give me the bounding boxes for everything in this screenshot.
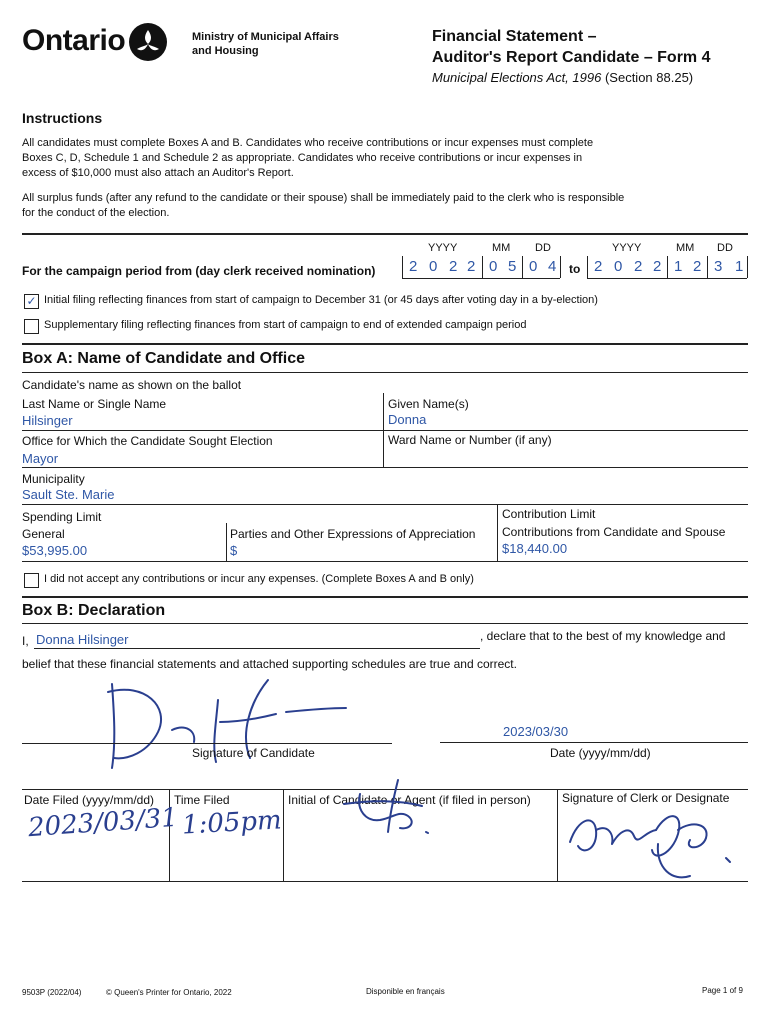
date-digit: 3 (714, 258, 723, 275)
supplementary-filing-label: Supplementary filing reflecting finances from start of campaign to end of extended campaign period (44, 319, 527, 331)
municipality-label: Municipality (22, 472, 85, 486)
belief-text: belief that these financial statements and attached supporting schedules are true and correct. (22, 657, 517, 671)
declaration-date-field[interactable]: 2023/03/30 (503, 724, 569, 739)
date-digit: 0 (614, 258, 623, 275)
form-title-line1: Financial Statement – (432, 28, 597, 45)
date-digit: 1 (674, 258, 683, 275)
box-b-heading: Box B: Declaration (22, 602, 166, 619)
divider (22, 467, 748, 468)
general-label: General (22, 527, 65, 541)
declarant-name-underline (34, 648, 480, 649)
instructions-paragraph-1 (22, 136, 593, 181)
date-filed-label: Date Filed (yyyy/mm/dd) (24, 793, 155, 807)
municipality-field[interactable]: Sault Ste. Marie (22, 487, 115, 502)
divider (22, 561, 748, 562)
divider (22, 430, 748, 431)
agent-initial-signature (330, 776, 440, 836)
date-digit: 0 (529, 258, 538, 275)
divider (22, 343, 748, 345)
ministry-name-line2: and Housing (192, 45, 259, 57)
instructions-text: for the conduct of the election. (22, 207, 170, 219)
ward-label: Ward Name or Number (if any) (388, 433, 552, 447)
agent-initial-label: Initial of Candidate or Agent (if filed in person) (288, 793, 531, 807)
column-divider (557, 789, 558, 881)
signature-label: Signature of Candidate (192, 746, 315, 760)
instructions-text: All surplus funds (after any refund to the candidate or their spouse) shall be immediately paid to the clerk who is responsible (22, 192, 625, 204)
box-a-heading: Box A: Name of Candidate and Office (22, 350, 305, 367)
date-digit: 2 (634, 258, 643, 275)
from-yyyy-label: YYYY (428, 242, 458, 254)
to-label: to (569, 262, 581, 276)
initial-filing-checkbox[interactable] (24, 294, 39, 309)
date-digit: 0 (489, 258, 498, 275)
office-label: Office for Which the Candidate Sought Election (22, 434, 273, 448)
from-dd-label: DD (535, 242, 551, 254)
campaign-period-label: For the campaign period from (day clerk received nomination) (22, 264, 376, 278)
ontario-wordmark: Ontario (22, 24, 126, 57)
french-availability: Disponible en français (366, 987, 445, 996)
contribution-limit-label: Contribution Limit (502, 507, 596, 521)
time-filed-field[interactable]: 1:05pm (181, 805, 283, 841)
ministry-name-line1: Ministry of Municipal Affairs (192, 31, 339, 43)
clerk-signature-label: Signature of Clerk or Designate (562, 791, 730, 805)
declarant-name-field[interactable]: Donna Hilsinger (36, 632, 129, 647)
signature-line (22, 743, 392, 744)
parties-label: Parties and Other Expressions of Appreciation (230, 527, 476, 541)
no-contributions-label: I did not accept any contributions or incur any expenses. (Complete Boxes A and B only) (44, 573, 474, 585)
office-field[interactable]: Mayor (22, 451, 59, 466)
date-digit: 2 (409, 258, 418, 275)
ontario-logo (22, 22, 172, 64)
general-spending-limit-field[interactable]: $53,995.00 (22, 543, 88, 558)
copyright: © Queen's Printer for Ontario, 2022 (106, 988, 232, 997)
last-name-field[interactable]: Hilsinger (22, 413, 73, 428)
act-section: (Section 88.25) (604, 70, 694, 85)
form-title-line2: Auditor's Report Candidate – Form 4 (432, 49, 711, 66)
column-divider (497, 505, 498, 561)
divider (22, 881, 748, 882)
time-filed-label: Time Filed (174, 793, 230, 807)
trillium-icon (128, 22, 168, 62)
divider (22, 623, 748, 624)
date-digit: 2 (467, 258, 476, 275)
parties-field[interactable]: $ (230, 543, 238, 558)
form-code: 9503P (2022/04) (22, 988, 82, 997)
ballot-name-label: Candidate's name as shown on the ballot (22, 378, 242, 392)
from-mm-label: MM (492, 242, 511, 254)
divider (22, 504, 748, 505)
column-divider (226, 523, 227, 561)
to-mm-label: MM (676, 242, 695, 254)
initial-filing-label: Initial filing reflecting finances from start of campaign to December 31 (or 45 days after voting day in a by-election) (44, 294, 598, 306)
date-digit: 2 (594, 258, 603, 275)
instructions-paragraph-2 (22, 191, 624, 221)
given-names-label: Given Name(s) (388, 397, 469, 411)
date-digit: 0 (429, 258, 438, 275)
date-digit: 2 (693, 258, 702, 275)
divider (22, 233, 748, 235)
date-digit: 4 (548, 258, 557, 275)
instructions-text: All candidates must complete Boxes A and B. Candidates who receive contributions or incur expenses must complete (22, 137, 594, 149)
date-filed-field[interactable]: 2023/03/31 (27, 802, 179, 844)
declaration-text: , declare that to the best of my knowledge and (480, 629, 726, 643)
instructions-text: Boxes C, D, Schedule 1 and Schedule 2 as appropriate. Candidates who receive contributions or incur expenses in (22, 152, 583, 164)
date-digit: 5 (508, 258, 517, 275)
contributions-label: Contributions from Candidate and Spouse (502, 525, 726, 539)
spending-limit-label: Spending Limit (22, 510, 102, 524)
last-name-label: Last Name or Single Name (22, 397, 167, 411)
act-name: Municipal Elections Act, 1996 (432, 70, 602, 85)
to-yyyy-label: YYYY (612, 242, 642, 254)
clerk-signature (560, 800, 740, 884)
check-mark-icon: ✓ (26, 294, 37, 308)
declaration-i-label: I, (22, 634, 29, 648)
to-date-field[interactable] (585, 254, 749, 280)
date-line (440, 742, 748, 743)
contribution-limit-field[interactable]: $18,440.00 (502, 541, 568, 556)
date-label: Date (yyyy/mm/dd) (550, 746, 651, 760)
instructions-heading: Instructions (22, 110, 103, 126)
supplementary-filing-checkbox[interactable] (24, 319, 39, 334)
divider (22, 372, 748, 373)
date-digit: 2 (449, 258, 458, 275)
column-divider (283, 789, 284, 881)
divider (22, 596, 748, 598)
given-names-field[interactable]: Donna (388, 412, 427, 427)
date-digit: 1 (735, 258, 744, 275)
date-digit: 2 (653, 258, 662, 275)
to-dd-label: DD (717, 242, 733, 254)
page-number: Page 1 of 9 (702, 986, 743, 995)
instructions-text: excess of $10,000 must also attach an Auditor's Report. (22, 167, 294, 179)
no-contributions-checkbox[interactable] (24, 573, 39, 588)
